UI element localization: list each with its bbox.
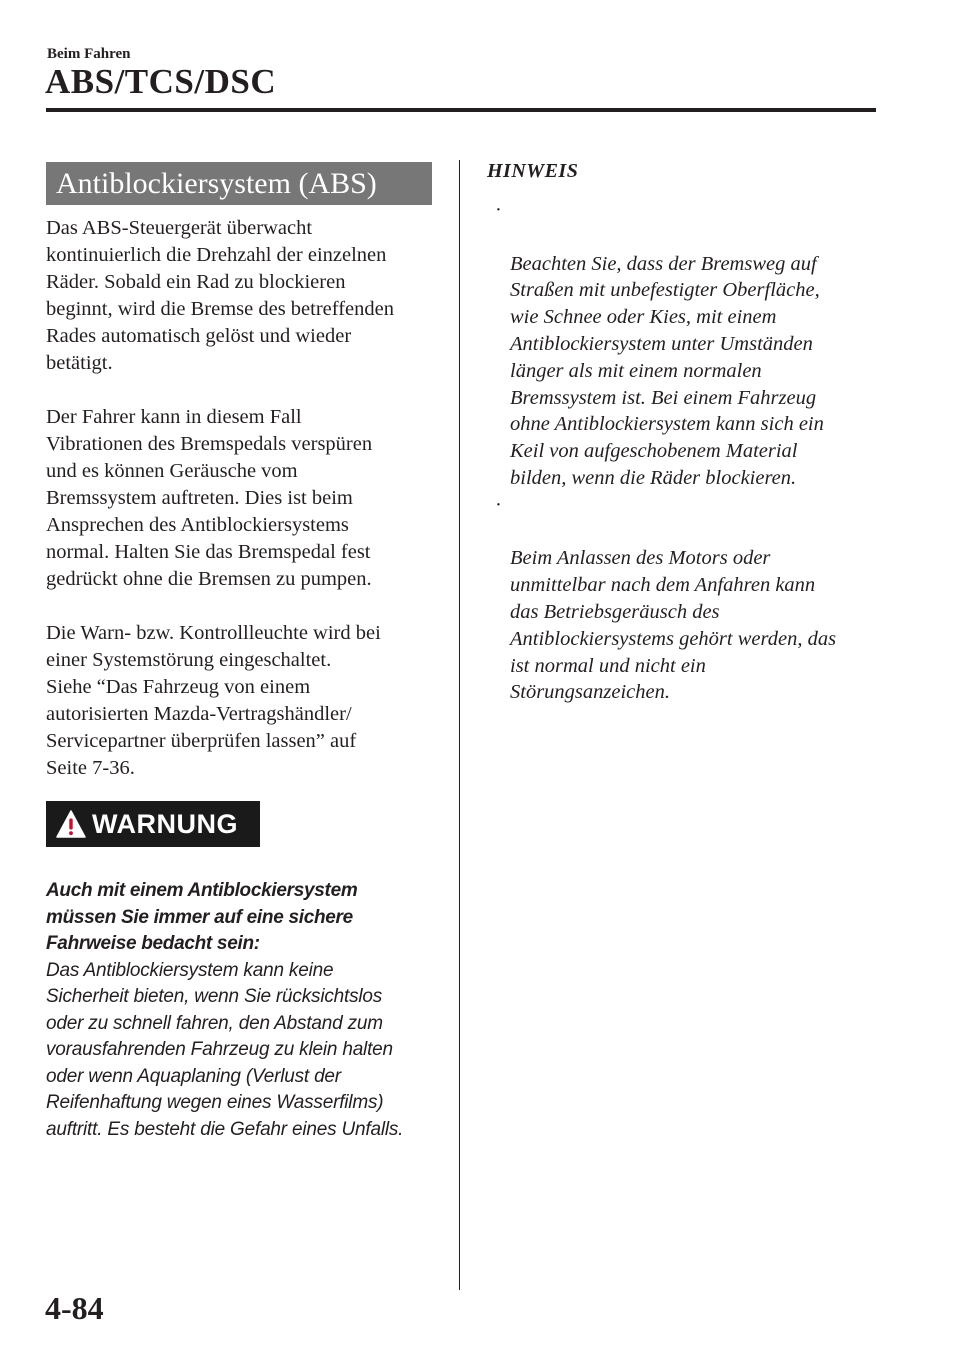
paragraph-abs-function: Das ABS-Steuergerät überwacht kontinuierlich die Drehzahl der einzelnen Räder. Sobald ein Rad zu blockieren beginnt, wird die Bremse des betreffenden Rades automatisch gelöst und wieder betätigt.	[46, 217, 395, 374]
note-list	[487, 197, 887, 706]
warning-triangle-icon	[56, 810, 86, 838]
bullet-icon: ·	[495, 199, 502, 221]
note-heading: HINWEIS	[487, 160, 579, 182]
header-divider	[46, 108, 876, 112]
note-text: Beachten Sie, dass der Bremsweg auf Straßen mit unbefestigter Oberfläche, wie Schnee oder Kies, mit einem Antiblockiersystem unter Umständen länger als mit einem normalen Bremssystem ist. Bei einem Fahrzeug ohne Antiblockiersystem kann sich ein Keil von aufgeschobenem Material bilden, wenn die Räder blockieren.	[510, 252, 824, 489]
left-column	[46, 162, 436, 1143]
page-title: ABS/TCS/DSC	[45, 62, 277, 101]
section-label: Beim Fahren	[47, 46, 131, 62]
warning-label: WARNUNG	[92, 809, 238, 839]
warning-bold-text: Auch mit einem Antiblockiersystem müssen Sie immer auf eine sichere Fahrweise bedacht sein:	[46, 880, 358, 954]
note-text: Beim Anlassen des Motors oder unmittelbar nach dem Anfahren kann das Betriebsgeräusch des Antiblockiersystems gehört werden, das ist normal und nicht ein Störungsanzeichen.	[510, 547, 837, 704]
section-heading-banner: Antiblockiersystem (ABS)	[46, 162, 432, 205]
note-item-braking-distance	[487, 197, 887, 492]
note-item-operating-noise	[487, 492, 887, 706]
page-number: 4-84	[45, 1290, 104, 1326]
warning-body-text: Das Antiblockiersystem kann keine Sicherheit bieten, wenn Sie rücksichtslos oder zu schnell fahren, den Abstand zum vorausfahrenden Fahrzeug zu klein halten oder wenn Aquaplaning (Verlust der Reifenhaftung wegen eines Wasserfilms) auftritt. Es besteht die Gefahr eines Unfalls.	[46, 959, 404, 1140]
bullet-icon: ·	[495, 493, 502, 516]
warning-text-block	[46, 878, 441, 1143]
warning-banner	[46, 801, 260, 847]
paragraph-pedal-vibration: Der Fahrer kann in diesem Fall Vibrationen des Bremspedals verspüren und es können Geräusche vom Bremssystem auftreten. Dies ist beim Ansprechen des Antiblockiersystems normal. Halten Sie das Bremspedal fest gedrückt ohne die Bremsen zu pumpen.	[46, 406, 373, 590]
right-column	[487, 160, 887, 706]
column-divider	[459, 160, 460, 1290]
paragraph-warning-light: Die Warn- bzw. Kontrollleuchte wird bei einer Systemstörung eingeschaltet. Siehe “Das Fahrzeug von einem autorisierten Mazda-Vertragshändler/ Servicepartner überprüfen lassen” auf Seite 7-36.	[46, 622, 381, 779]
